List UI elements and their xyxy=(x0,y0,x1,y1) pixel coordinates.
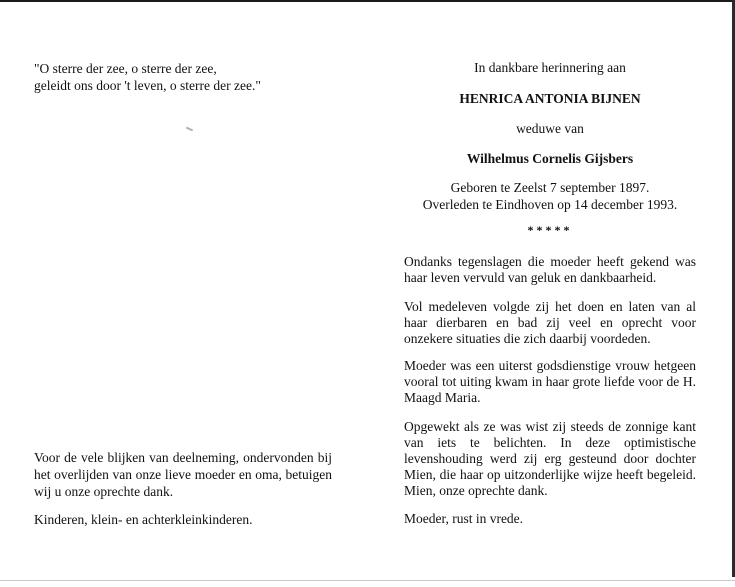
scan-speck xyxy=(186,127,193,132)
paragraph-2: Vol medeleven volgde zij het doen en laten van al haar dierbaren en bad zij veel en oprecht voor onzekere situaties die zich daarbij voordeden. xyxy=(404,299,696,346)
paragraph-4: Opgewekt als ze was wist zij steeds de zonnige kant van iets te belichten. In deze optimistische levenshouding werd zij erg gesteund door dochter Mien, die haar op uitzonderlijke wijze heeft begeleid. Mien, onze oprechte dank. xyxy=(404,419,696,498)
opening-quote xyxy=(34,60,324,94)
thanks-paragraph: Voor de vele blijken van deelneming, ondervonden bij het overlijden van onze lieve moeder en oma, betuigen wij u onze oprechte dank. xyxy=(34,450,332,499)
opening-quote-line-1: "O sterre der zee, o sterre der zee, xyxy=(34,61,217,76)
birth-line: Geboren te Zeelst 7 september 1897. xyxy=(450,180,650,195)
closing-line: Moeder, rust in vrede. xyxy=(404,511,524,526)
widow-of-label: weduwe van xyxy=(516,121,584,136)
family-signature: Kinderen, klein- en achterkleinkinderen. xyxy=(34,512,253,527)
opening-quote-line-2: geleidt ons door 't leven, o sterre der zee." xyxy=(34,78,261,93)
deceased-name: HENRICA ANTONIA BIJNEN xyxy=(459,91,641,106)
memorial-intro: In dankbare herinnering aan xyxy=(474,60,626,75)
paragraph-1: Ondanks tegenslagen die moeder heeft gekend was haar leven vervuld van geluk en dankbaarheid. xyxy=(404,254,696,285)
death-line: Overleden te Eindhoven op 14 december 1993. xyxy=(422,197,678,212)
page-edge-top xyxy=(0,0,735,2)
paragraph-3: Moeder was een uiterst godsdienstige vrouw hetgeen vooral tot uiting kwam in haar grote liefde voor de H. Maagd Maria. xyxy=(404,358,696,405)
separator-stars: ***** xyxy=(527,223,573,237)
page-edge-bottom xyxy=(0,577,735,587)
husband-name: Wilhelmus Cornelis Gijsbers xyxy=(466,151,634,166)
